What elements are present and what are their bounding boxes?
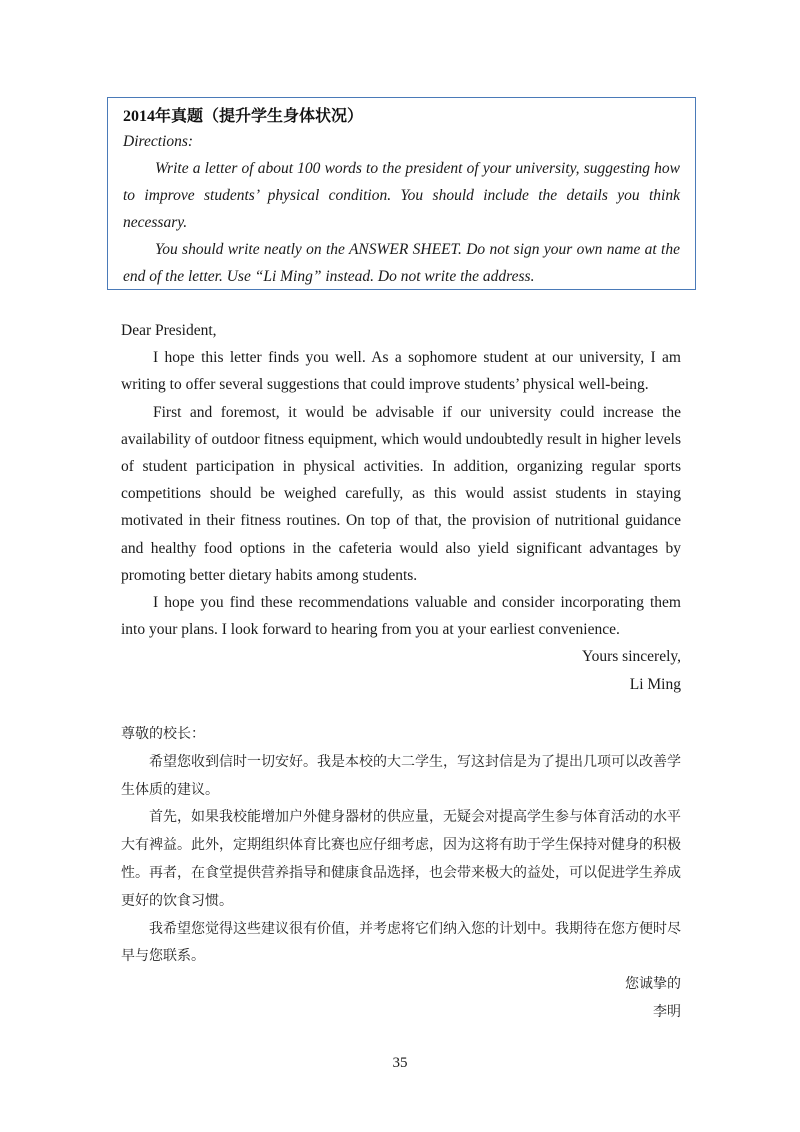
page-number: 35 bbox=[392, 1055, 408, 1071]
english-salutation: Dear President, bbox=[121, 322, 217, 339]
chinese-closing: 您诚挚的 bbox=[625, 976, 681, 993]
chinese-salutation: 尊敬的校长： bbox=[121, 726, 205, 742]
english-letter bbox=[121, 317, 681, 698]
chinese-signature: 李明 bbox=[653, 1003, 681, 1020]
directions-label: Directions: bbox=[123, 133, 194, 150]
english-signature: Li Ming bbox=[629, 675, 681, 693]
chinese-paragraph-3: 我希望您觉得这些建议很有价值，并考虑将它们纳入您的计划中。我期待在您方便时尽早与您联系。 bbox=[121, 920, 681, 965]
english-paragraph-3: I hope you find these recommendations valuable and consider incorporating them into your plans. I look forward to hearing from you at your earliest convenience. bbox=[121, 594, 681, 639]
chinese-paragraph-2: 首先，如果我校能增加户外健身器材的供应量，无疑会对提高学生参与体育活动的水平大有裨益。此外，定期组织体育比赛也应仔细考虑，因为这将有助于学生保持对健身的积极性。再者，在食堂提供营养指导和健康食品选择，也会带来极大的益处，可以促进学生养成更好的饮食习惯。 bbox=[121, 809, 681, 909]
english-paragraph-1: I hope this letter finds you well. As a sophomore student at our university, I am writing to offer several suggestions that could improve students’ physical well-being. bbox=[121, 349, 681, 394]
english-closing: Yours sincerely, bbox=[581, 648, 681, 666]
chinese-letter bbox=[121, 721, 681, 1027]
english-paragraph-2: First and foremost, it would be advisable if our university could increase the availability of outdoor fitness equipment, which would undoubtedly result in higher levels of student participation in physical activities. In addition, organizing regular sports competitions should be weighed carefully, as this would assist students in staying motivated in their fitness routines. On top of that, the provision of nutritional guidance and healthy food options in the cafeteria would also yield significant advantages by promoting better dietary habits among students. bbox=[121, 403, 681, 584]
exam-question-box bbox=[107, 97, 696, 290]
question-title: 2014年真题（提升学生身体状况） bbox=[123, 108, 364, 125]
directions-paragraph-2: You should write neatly on the ANSWER SHEET. Do not sign your own name at the end of the letter. Use “Li Ming” instead. Do not write the address. bbox=[123, 241, 680, 285]
directions-paragraph-1: Write a letter of about 100 words to the president of your university, suggesting how to improve students’ physical condition. You should include the details you think necessary. bbox=[123, 160, 680, 231]
chinese-paragraph-1: 希望您收到信时一切安好。我是本校的大二学生，写这封信是为了提出几项可以改善学生体质的建议。 bbox=[121, 753, 681, 798]
